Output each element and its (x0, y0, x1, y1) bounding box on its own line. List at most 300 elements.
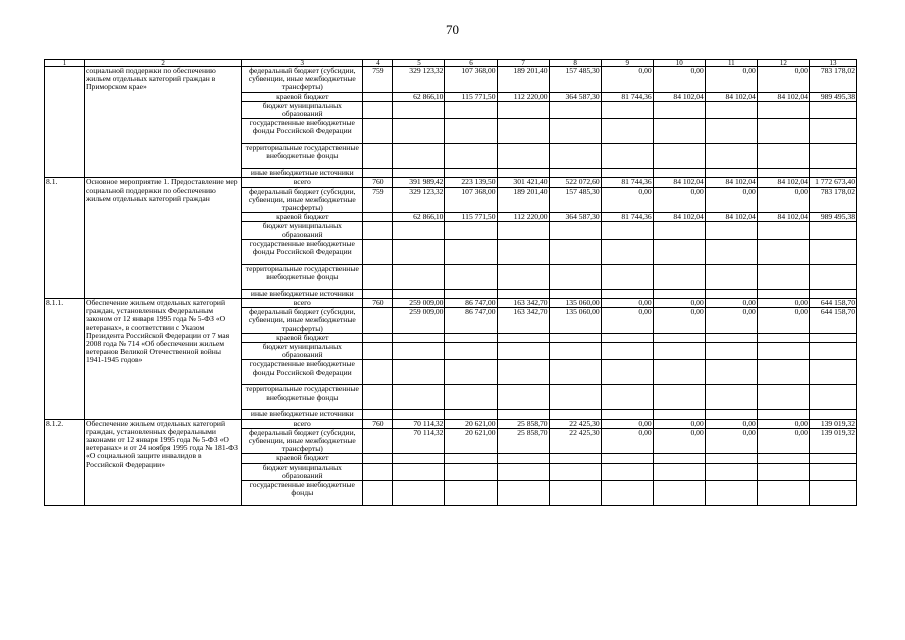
year-value: 364 587,30 (549, 213, 601, 222)
year-value (601, 385, 653, 410)
year-value (705, 360, 757, 385)
year-value: 0,00 (653, 67, 705, 93)
grbs-code: 760 (363, 178, 393, 187)
year-value (757, 481, 809, 506)
year-value: 81 744,36 (601, 178, 653, 187)
year-value (653, 239, 705, 264)
year-value (393, 169, 445, 178)
year-value (601, 264, 653, 289)
year-value (653, 101, 705, 118)
year-value (653, 360, 705, 385)
grbs-code: 760 (363, 299, 393, 308)
year-value (705, 410, 757, 419)
year-value (445, 144, 497, 169)
year-value (549, 289, 601, 298)
year-value: 22 425,30 (549, 428, 601, 454)
year-value (757, 101, 809, 118)
year-value: 86 747,00 (445, 299, 497, 308)
year-value (705, 454, 757, 463)
funding-source: краевой бюджет (242, 92, 363, 101)
year-value (757, 410, 809, 419)
activity-name: социальной поддержки по обеспечению жильем отдельных категорий граждан в Приморском крае» (85, 67, 242, 178)
funding-source: всего (242, 419, 363, 428)
grbs-code (363, 385, 393, 410)
year-value (393, 333, 445, 342)
year-value: 84 102,04 (757, 92, 809, 101)
year-value: 135 060,00 (549, 308, 601, 334)
funding-source: федеральный бюджет (субсидии, субвенции, иные межбюджетные трансферты) (242, 428, 363, 454)
page-number: 70 (446, 22, 459, 37)
year-value: 0,00 (757, 67, 809, 93)
grbs-code (363, 308, 393, 334)
funding-source: территориальные государственные внебюджетные фонды (242, 264, 363, 289)
year-value: 81 744,36 (601, 213, 653, 222)
year-value: 0,00 (653, 419, 705, 428)
year-value: 522 072,60 (549, 178, 601, 187)
year-value: 189 201,40 (497, 67, 549, 93)
grbs-code (363, 333, 393, 342)
year-value (757, 343, 809, 360)
year-value (705, 101, 757, 118)
funding-source: бюджет муниципальных образований (242, 463, 363, 480)
year-value (653, 410, 705, 419)
activity-name: Обеспечение жильем отдельных категорий граждан, установленных федеральными законами от 12 января 1995 года № 5-ФЗ «О ветеранах» и от 24 ноября 1995 года № 181-ФЗ «О социальной защите инвалидов в Российской Федерации» (85, 419, 242, 505)
year-value: 259 009,00 (393, 299, 445, 308)
year-value: 84 102,04 (705, 92, 757, 101)
year-value (653, 169, 705, 178)
year-value (549, 360, 601, 385)
year-value: 0,00 (757, 428, 809, 454)
year-value (393, 222, 445, 239)
year-value: 0,00 (653, 187, 705, 213)
year-value: 84 102,04 (757, 178, 809, 187)
column-number: 12 (757, 60, 809, 67)
year-value (393, 481, 445, 506)
year-value: 112 220,00 (497, 213, 549, 222)
grbs-code (363, 213, 393, 222)
year-value (705, 264, 757, 289)
year-value: 329 123,32 (393, 187, 445, 213)
year-value: 0,00 (705, 428, 757, 454)
year-value (705, 343, 757, 360)
year-value (653, 333, 705, 342)
year-value: 364 587,30 (549, 92, 601, 101)
grbs-code (363, 101, 393, 118)
funding-source: федеральный бюджет (субсидии, субвенции, иные межбюджетные трансферты) (242, 308, 363, 334)
grbs-code (363, 92, 393, 101)
funding-source: иные внебюджетные источники (242, 289, 363, 298)
year-value: 391 989,42 (393, 178, 445, 187)
year-value (445, 222, 497, 239)
year-value (497, 333, 549, 342)
row-code (45, 67, 85, 178)
column-number: 3 (242, 60, 363, 67)
year-value (757, 239, 809, 264)
year-value (601, 119, 653, 144)
year-value: 0,00 (601, 419, 653, 428)
funding-source: государственные внебюджетные фонды Российской Федерации (242, 239, 363, 264)
column-number: 10 (653, 60, 705, 67)
year-value (445, 169, 497, 178)
column-number: 8 (549, 60, 601, 67)
year-value: 223 139,50 (445, 178, 497, 187)
total-value (809, 144, 856, 169)
grbs-code: 760 (363, 419, 393, 428)
year-value: 163 342,70 (497, 299, 549, 308)
year-value: 70 114,32 (393, 419, 445, 428)
year-value: 107 368,00 (445, 187, 497, 213)
year-value (445, 119, 497, 144)
year-value (653, 144, 705, 169)
year-value (757, 289, 809, 298)
year-value (757, 169, 809, 178)
table-row (45, 419, 857, 428)
grbs-code (363, 428, 393, 454)
year-value (757, 463, 809, 480)
year-value (601, 410, 653, 419)
funding-source: бюджет муниципальных образований (242, 222, 363, 239)
grbs-code (363, 239, 393, 264)
funding-source: государственные внебюджетные фонды (242, 481, 363, 506)
grbs-code (363, 463, 393, 480)
year-value (757, 222, 809, 239)
table-row (45, 67, 857, 93)
total-value: 783 178,02 (809, 187, 856, 213)
year-value (497, 463, 549, 480)
year-value: 0,00 (653, 308, 705, 334)
year-value (653, 264, 705, 289)
year-value (705, 239, 757, 264)
column-number: 9 (601, 60, 653, 67)
column-number: 5 (393, 60, 445, 67)
year-value (549, 333, 601, 342)
year-value: 70 114,32 (393, 428, 445, 454)
year-value (757, 454, 809, 463)
year-value: 189 201,40 (497, 187, 549, 213)
year-value (601, 463, 653, 480)
total-value (809, 410, 856, 419)
year-value: 84 102,04 (757, 213, 809, 222)
year-value (497, 264, 549, 289)
year-value (601, 169, 653, 178)
year-value: 0,00 (705, 299, 757, 308)
year-value (445, 454, 497, 463)
year-value (497, 101, 549, 118)
funding-source: бюджет муниципальных образований (242, 101, 363, 118)
total-value (809, 239, 856, 264)
year-value (497, 169, 549, 178)
year-value: 329 123,32 (393, 67, 445, 93)
year-value: 115 771,50 (445, 213, 497, 222)
grbs-code (363, 222, 393, 239)
total-value (809, 463, 856, 480)
year-value (653, 481, 705, 506)
row-code: 8.1. (45, 178, 85, 299)
funding-source: бюджет муниципальных образований (242, 343, 363, 360)
year-value (393, 144, 445, 169)
year-value (653, 454, 705, 463)
funding-source: федеральный бюджет (субсидии, субвенции, иные межбюджетные трансферты) (242, 67, 363, 93)
year-value: 84 102,04 (653, 213, 705, 222)
year-value (497, 239, 549, 264)
year-value: 0,00 (757, 299, 809, 308)
funding-source: всего (242, 178, 363, 187)
year-value (445, 385, 497, 410)
table-row (45, 299, 857, 308)
grbs-code (363, 264, 393, 289)
year-value (549, 222, 601, 239)
year-value (497, 119, 549, 144)
funding-source: краевой бюджет (242, 213, 363, 222)
year-value (549, 101, 601, 118)
funding-source: всего (242, 299, 363, 308)
grbs-code: 759 (363, 187, 393, 213)
year-value (757, 333, 809, 342)
year-value (497, 289, 549, 298)
year-value: 157 485,30 (549, 67, 601, 93)
grbs-code (363, 360, 393, 385)
year-value (393, 239, 445, 264)
year-value: 135 060,00 (549, 299, 601, 308)
year-value (601, 144, 653, 169)
total-value (809, 343, 856, 360)
year-value: 107 368,00 (445, 67, 497, 93)
funding-source: федеральный бюджет (субсидии, субвенции, иные межбюджетные трансферты) (242, 187, 363, 213)
total-value: 139 019,32 (809, 419, 856, 428)
year-value: 81 744,36 (601, 92, 653, 101)
year-value (393, 385, 445, 410)
year-value (653, 343, 705, 360)
year-value: 0,00 (705, 308, 757, 334)
year-value: 163 342,70 (497, 308, 549, 334)
total-value: 989 495,38 (809, 213, 856, 222)
year-value (549, 385, 601, 410)
year-value: 0,00 (601, 428, 653, 454)
grbs-code (363, 289, 393, 298)
total-value (809, 360, 856, 385)
row-code: 8.1.1. (45, 299, 85, 420)
year-value (705, 463, 757, 480)
year-value (705, 222, 757, 239)
total-value (809, 264, 856, 289)
year-value (705, 385, 757, 410)
year-value: 62 866,10 (393, 213, 445, 222)
year-value (549, 481, 601, 506)
year-value (653, 289, 705, 298)
year-value (497, 481, 549, 506)
year-value (653, 385, 705, 410)
year-value (601, 333, 653, 342)
year-value (757, 144, 809, 169)
year-value (757, 360, 809, 385)
year-value (601, 101, 653, 118)
year-value: 84 102,04 (653, 178, 705, 187)
year-value (393, 343, 445, 360)
column-number: 13 (809, 60, 856, 67)
year-value (445, 289, 497, 298)
year-value: 0,00 (601, 308, 653, 334)
funding-source: государственные внебюджетные фонды Российской Федерации (242, 360, 363, 385)
total-value (809, 454, 856, 463)
grbs-code (363, 454, 393, 463)
year-value (393, 360, 445, 385)
grbs-code (363, 169, 393, 178)
total-value (809, 333, 856, 342)
year-value (601, 343, 653, 360)
grbs-code: 759 (363, 67, 393, 93)
year-value (445, 333, 497, 342)
year-value (445, 360, 497, 385)
funding-source: государственные внебюджетные фонды Российской Федерации (242, 119, 363, 144)
funding-source: территориальные государственные внебюджетные фонды (242, 144, 363, 169)
total-value (809, 169, 856, 178)
year-value (601, 222, 653, 239)
row-code: 8.1.2. (45, 419, 85, 505)
year-value (705, 144, 757, 169)
year-value (445, 239, 497, 264)
year-value: 22 425,30 (549, 419, 601, 428)
year-value (601, 289, 653, 298)
year-value: 0,00 (757, 187, 809, 213)
funding-source: краевой бюджет (242, 454, 363, 463)
year-value: 0,00 (601, 187, 653, 213)
year-value (549, 144, 601, 169)
year-value (497, 343, 549, 360)
year-value: 0,00 (653, 428, 705, 454)
year-value: 0,00 (757, 308, 809, 334)
funding-source: краевой бюджет (242, 333, 363, 342)
year-value (445, 410, 497, 419)
total-value (809, 289, 856, 298)
total-value (809, 385, 856, 410)
total-value: 989 495,38 (809, 92, 856, 101)
funding-source: иные внебюджетные источники (242, 169, 363, 178)
year-value (705, 333, 757, 342)
year-value: 62 866,10 (393, 92, 445, 101)
year-value: 115 771,50 (445, 92, 497, 101)
year-value (705, 289, 757, 298)
year-value: 0,00 (757, 419, 809, 428)
year-value: 84 102,04 (653, 92, 705, 101)
column-number: 4 (363, 60, 393, 67)
activity-name: Основное мероприятие 1. Предоставление мер социальной поддержки по обеспечению жильем отдельных категорий граждан (85, 178, 242, 299)
year-value: 112 220,00 (497, 92, 549, 101)
column-number: 11 (705, 60, 757, 67)
year-value (601, 239, 653, 264)
year-value (497, 360, 549, 385)
year-value (549, 343, 601, 360)
total-value (809, 101, 856, 118)
year-value (705, 481, 757, 506)
year-value (653, 119, 705, 144)
year-value (549, 119, 601, 144)
column-number: 7 (497, 60, 549, 67)
year-value: 25 858,70 (497, 428, 549, 454)
year-value (549, 239, 601, 264)
total-value: 783 178,02 (809, 67, 856, 93)
year-value: 0,00 (601, 67, 653, 93)
year-value (445, 343, 497, 360)
column-number: 1 (45, 60, 85, 67)
year-value (445, 264, 497, 289)
total-value (809, 481, 856, 506)
year-value (601, 360, 653, 385)
activity-name: Обеспечение жильем отдельных категорий граждан, установленных Федеральным законом от 12 января 1995 года № 5-ФЗ «О ветеранах», в соответствии с Указом Президента Российской Федерации от 7 мая 2008 года № 714 «Об обеспечении жильем ветеранов Великой Отечественной войны 1941-1945 годов» (85, 299, 242, 420)
year-value: 25 858,70 (497, 419, 549, 428)
year-value (549, 410, 601, 419)
year-value (393, 119, 445, 144)
year-value: 0,00 (705, 187, 757, 213)
total-value (809, 222, 856, 239)
year-value: 0,00 (653, 299, 705, 308)
table-row (45, 178, 857, 187)
year-value (653, 463, 705, 480)
year-value: 259 009,00 (393, 308, 445, 334)
year-value: 84 102,04 (705, 178, 757, 187)
grbs-code (363, 481, 393, 506)
year-value (497, 410, 549, 419)
grbs-code (363, 144, 393, 169)
year-value (445, 463, 497, 480)
year-value (549, 454, 601, 463)
year-value (549, 264, 601, 289)
year-value (601, 481, 653, 506)
year-value (601, 454, 653, 463)
budget-table (44, 59, 857, 506)
table-body (45, 60, 857, 506)
year-value (757, 119, 809, 144)
total-value: 139 019,32 (809, 428, 856, 454)
year-value: 0,00 (705, 67, 757, 93)
year-value: 0,00 (705, 419, 757, 428)
year-value: 86 747,00 (445, 308, 497, 334)
year-value (393, 289, 445, 298)
grbs-code (363, 410, 393, 419)
grbs-code (363, 119, 393, 144)
grbs-code (363, 343, 393, 360)
year-value (497, 144, 549, 169)
year-value (393, 463, 445, 480)
year-value: 84 102,04 (705, 213, 757, 222)
total-value: 644 158,70 (809, 308, 856, 334)
year-value (393, 101, 445, 118)
total-value (809, 119, 856, 144)
year-value (497, 222, 549, 239)
year-value (757, 264, 809, 289)
total-value: 1 772 673,40 (809, 178, 856, 187)
year-value: 20 621,00 (445, 428, 497, 454)
column-number: 2 (85, 60, 242, 67)
year-value (705, 169, 757, 178)
year-value: 301 421,40 (497, 178, 549, 187)
year-value (757, 385, 809, 410)
year-value: 0,00 (601, 299, 653, 308)
year-value (445, 101, 497, 118)
year-value (393, 264, 445, 289)
year-value (393, 410, 445, 419)
funding-source: иные внебюджетные источники (242, 410, 363, 419)
year-value (497, 385, 549, 410)
year-value (653, 222, 705, 239)
year-value (549, 169, 601, 178)
year-value (705, 119, 757, 144)
year-value (497, 454, 549, 463)
funding-source: территориальные государственные внебюджетные фонды (242, 385, 363, 410)
column-number: 6 (445, 60, 497, 67)
year-value (445, 481, 497, 506)
year-value: 157 485,30 (549, 187, 601, 213)
column-number-row (45, 60, 857, 67)
